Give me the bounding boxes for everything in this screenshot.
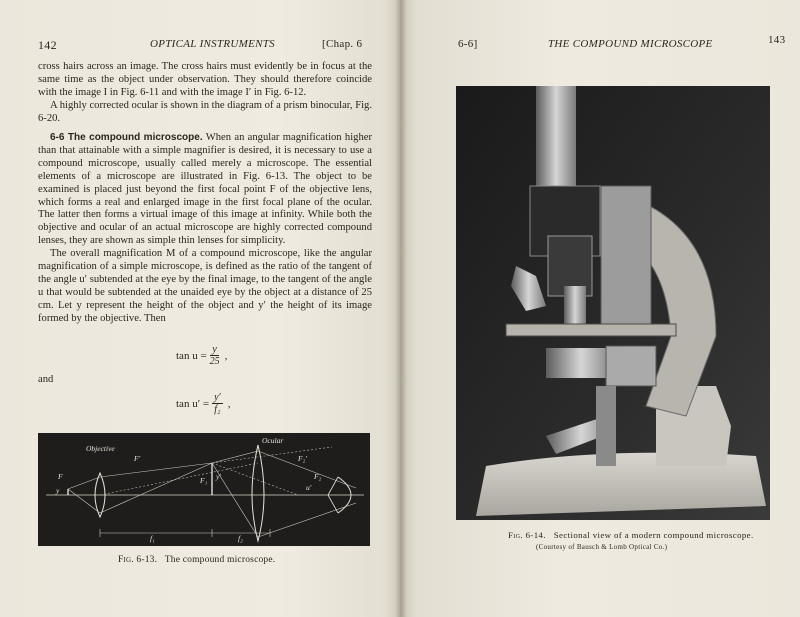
equation-lhs: tan u′ = bbox=[176, 397, 210, 410]
figure-caption-text: Sectional view of a modern compound microscope. bbox=[553, 530, 754, 540]
running-title-right: THE COMPOUND MICROSCOPE bbox=[548, 38, 713, 50]
label-dim-f2: f₂ bbox=[238, 534, 243, 543]
label-dim-f1: f₁ bbox=[150, 534, 155, 543]
chapter-ref: [Chap. 6 bbox=[322, 38, 363, 50]
label-y: y bbox=[56, 486, 60, 495]
ray-diagram-svg bbox=[38, 433, 370, 546]
figure-label: Fig. 6-14. bbox=[508, 530, 546, 540]
intro-text bbox=[38, 61, 372, 126]
figure-caption-6-14 bbox=[508, 530, 754, 540]
label-ocular: Ocular bbox=[262, 436, 284, 445]
label-objective: Objective bbox=[86, 444, 115, 453]
equation-tan-u-prime bbox=[176, 392, 230, 415]
eyepiece-tube bbox=[536, 86, 576, 196]
section-heading: 6-6 The compound microscope. bbox=[50, 132, 203, 143]
figure-label: Fig. 6-13. bbox=[118, 555, 158, 565]
equation-lhs: tan u = bbox=[176, 349, 207, 362]
page-number-left: 142 bbox=[38, 38, 57, 52]
equation-comma: , bbox=[224, 349, 228, 362]
label-y-prime: y′ bbox=[216, 472, 221, 481]
microscope-photo-svg bbox=[456, 86, 770, 520]
running-title-left: OPTICAL INSTRUMENTS bbox=[150, 38, 275, 50]
label-f-prime: F′ bbox=[134, 454, 141, 463]
book-gutter bbox=[395, 0, 407, 617]
figure-caption-6-13 bbox=[118, 555, 275, 565]
section-paragraph-2: The overall magnification M of a compound microscope, like the angular magnification of a simple microscope, is defined as the ratio of the tangent of the angle u′ subtended at the eye by the final image, to the tangent of the angle u that would be subtended at the unaided eye by the object at a distance of 25 cm. Let y represent the height of the object and y′ the height of its image formed by the objective. Then bbox=[38, 248, 372, 324]
ocular-lens bbox=[252, 445, 264, 541]
fraction-numerator: y′ bbox=[214, 392, 221, 403]
label-f2: F₂ bbox=[314, 472, 322, 481]
paragraph-1: cross hairs across an image. The cross hairs must evidently be in focus at the same time as the object under observation. They should therefore coincide with the image I in Fig. 6-11 and with the image I′ in Fig. 6-12. bbox=[38, 61, 372, 98]
equation-comma: , bbox=[227, 397, 231, 410]
equation-fraction bbox=[212, 392, 223, 415]
focus-mechanism bbox=[601, 186, 651, 326]
compound-microscope-diagram bbox=[38, 433, 370, 546]
label-u-prime: u′ bbox=[306, 483, 312, 492]
label-f1: F₁ bbox=[200, 476, 208, 485]
equation-tan-u bbox=[176, 344, 227, 367]
equation-fraction bbox=[210, 344, 220, 367]
figure-caption-text: The compound microscope. bbox=[164, 555, 276, 565]
figure-credit: (Courtesy of Bausch & Lomb Optical Co.) bbox=[536, 543, 668, 551]
substage bbox=[606, 346, 656, 386]
page-number-right: 143 bbox=[768, 34, 786, 46]
stage bbox=[506, 324, 676, 336]
section-paragraph-1: When an angular magnification higher than that attainable with a simple magnifier is desired, it is necessary to use a compound microscope, usually called merely a microscope. The essential elements of a microscope are illustrated in Fig. 6-13. The object to be examined is placed just beyond the first focal point F of the objective lens, which forms a real and enlarged image in the first focal plane of the ocular. The latter then forms a virtual image of this image at infinity. While both the objective and ocular of an actual microscope are highly corrected compound lenses, they are shown as simple thin lenses for simplicity. bbox=[38, 132, 372, 247]
and-word: and bbox=[38, 374, 54, 385]
pillar bbox=[596, 386, 616, 466]
label-f2-prime: F₂′ bbox=[298, 454, 307, 463]
fraction-denominator: 25 bbox=[209, 356, 220, 367]
section-text bbox=[38, 132, 372, 326]
microscope-photo bbox=[456, 86, 770, 520]
fraction-denominator: f₂ bbox=[214, 404, 221, 415]
paragraph-2: A highly corrected ocular is shown in the diagram of a prism binocular, Fig. 6-20. bbox=[38, 99, 372, 124]
section-ref: 6-6] bbox=[458, 38, 478, 50]
right-page bbox=[400, 0, 800, 617]
fraction-numerator: y bbox=[212, 344, 217, 355]
label-f: F bbox=[58, 472, 63, 481]
